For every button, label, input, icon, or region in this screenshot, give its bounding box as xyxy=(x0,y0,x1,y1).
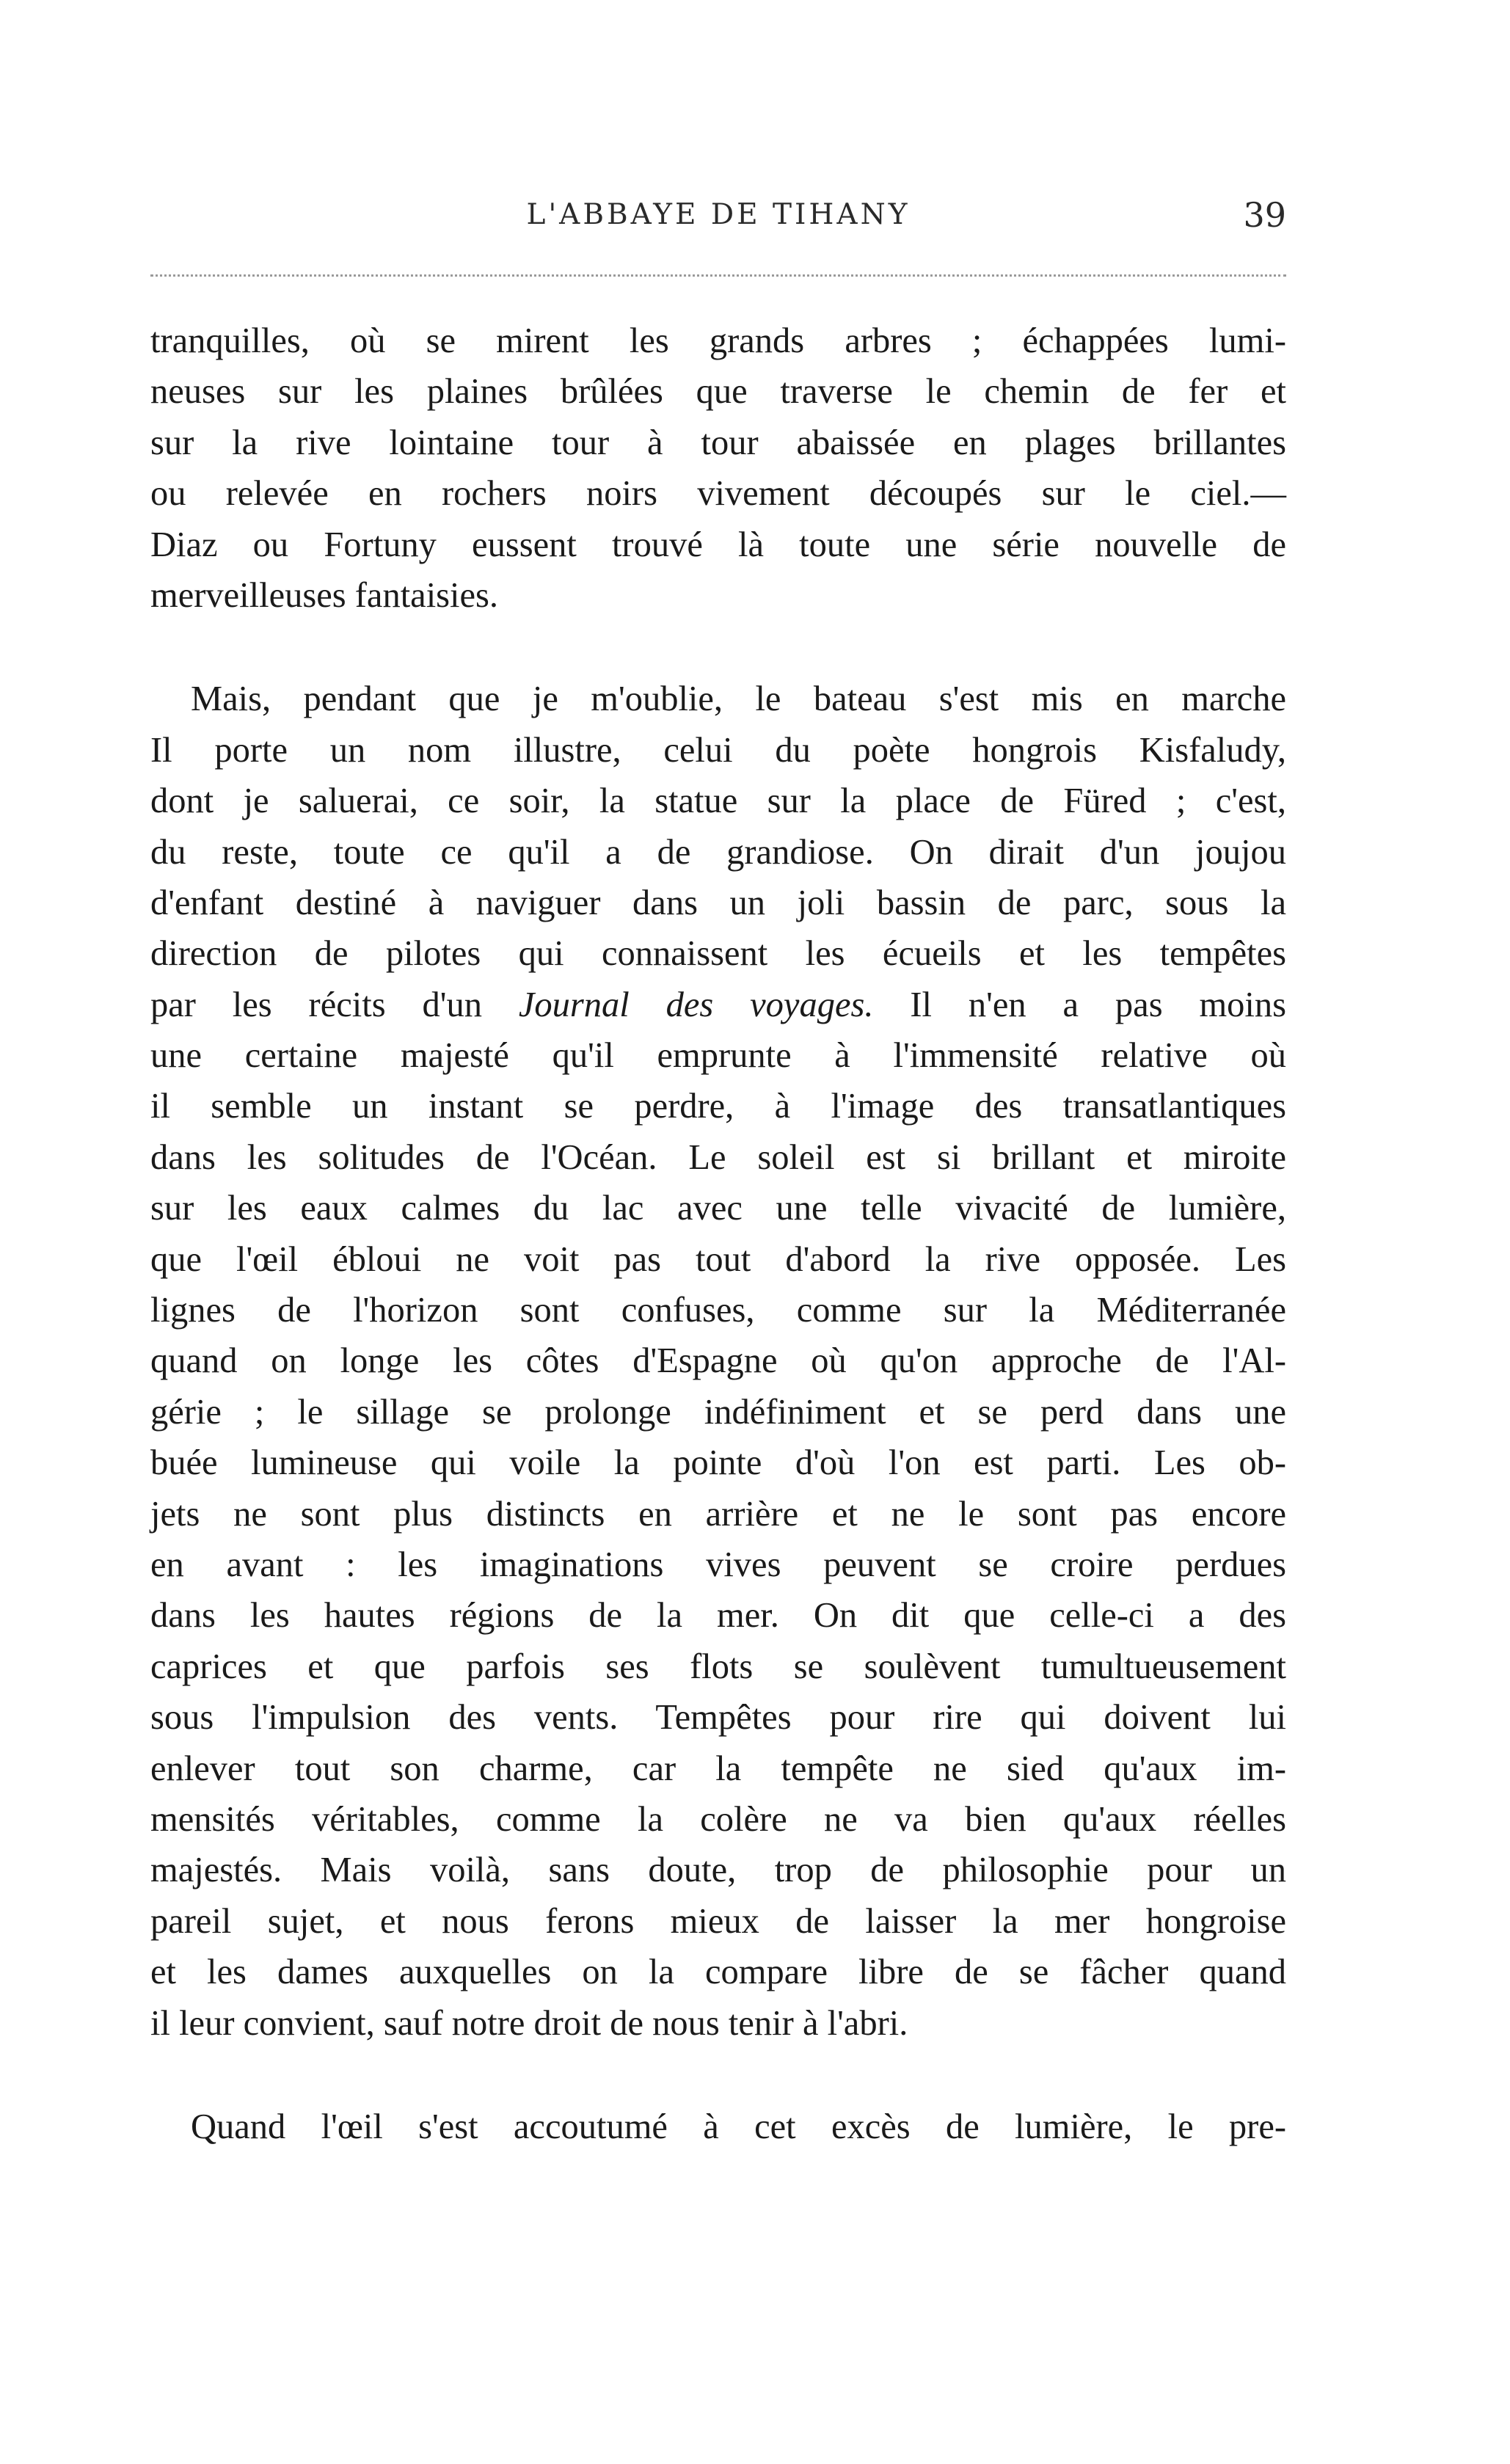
page-header xyxy=(150,195,1286,249)
text-line: du reste, toute ce qu'il a de grandiose. On dirait d'un joujou xyxy=(150,832,1286,872)
text-line: pareil sujet, et nous ferons mieux de laisser la mer hongroise xyxy=(150,1901,1286,1941)
text-line: et les dames auxquelles on la compare libre de se fâcher quand xyxy=(150,1953,1286,1992)
header-rule xyxy=(150,274,1286,277)
running-head: L'ABBAYE DE TIHANY xyxy=(526,198,911,231)
text-line: dans les solitudes de l'Océan. Le soleil est si brillant et miroite xyxy=(150,1137,1286,1177)
text-line: sous l'impulsion des vents. Tempêtes pour rire qui doivent lui xyxy=(150,1698,1286,1738)
text-segment: par les récits d'un xyxy=(150,985,482,1024)
text-line: quand on longe les côtes d'Espagne où qu'on approche de l'Al- xyxy=(150,1341,1286,1381)
text-line: en avant : les imaginations vives peuvent se croire perdues xyxy=(150,1545,1286,1584)
italic-title: Journal des voyages. xyxy=(518,985,874,1024)
text-line: Il porte un nom illustre, celui du poète hongrois Kisfaludy, xyxy=(150,730,1286,770)
text-line: sur la rive lointaine tour à tour abaissée en plages brillantes xyxy=(150,423,1286,462)
text-line: buée lumineuse qui voile la pointe d'où l'on est parti. Les ob- xyxy=(150,1443,1286,1483)
text-line: dans les hautes régions de la mer. On dit que celle-ci a des xyxy=(150,1596,1286,1636)
text-line: d'enfant destiné à naviguer dans un joli bassin de parc, sous la xyxy=(150,883,1286,922)
text-line: sur les eaux calmes du lac avec une telle vivacité de lumière, xyxy=(150,1189,1286,1228)
text-line: il semble un instant se perdre, à l'image des transatlantiques xyxy=(150,1087,1286,1126)
text-line: mensités véritables, comme la colère ne va bien qu'aux réelles xyxy=(150,1799,1286,1839)
page-number: 39 xyxy=(1243,195,1286,235)
body-text xyxy=(150,316,1286,2152)
paragraph-gap xyxy=(150,2049,1286,2102)
text-segment: Il n'en a pas moins xyxy=(910,985,1287,1024)
text-line: Mais, pendant que je m'oublie, le bateau s'est mis en marche xyxy=(191,679,1286,719)
text-line: enlever tout son charme, car la tempête ne sied qu'aux im- xyxy=(150,1749,1286,1788)
text-line: il leur convient, sauf notre droit de nous tenir à l'abri. xyxy=(150,2003,908,2043)
text-line: ou relevée en rochers noirs vivement découpés sur le ciel.— xyxy=(150,474,1286,514)
text-line: Diaz ou Fortuny eussent trouvé là toute une série nouvelle de xyxy=(150,525,1286,564)
text-line: lignes de l'horizon sont confuses, comme sur la Méditerranée xyxy=(150,1291,1286,1330)
text-line-mixed xyxy=(150,980,1286,1030)
text-line: une certaine majesté qu'il emprunte à l'immensité relative où xyxy=(150,1036,1286,1076)
text-line: tranquilles, où se mirent les grands arbres ; échappées lumi- xyxy=(150,321,1286,360)
paragraph-gap xyxy=(150,621,1286,674)
text-line: Quand l'œil s'est accoutumé à cet excès de lumière, le pre- xyxy=(191,2107,1286,2146)
paragraph-3 xyxy=(150,2102,1286,2152)
text-line: gérie ; le sillage se prolonge indéfiniment et se perd dans une xyxy=(150,1392,1286,1432)
paragraph-2 xyxy=(150,674,1286,2049)
text-line: neuses sur les plaines brûlées que traverse le chemin de fer et xyxy=(150,372,1286,412)
text-line: que l'œil ébloui ne voit pas tout d'abord la rive opposée. Les xyxy=(150,1239,1286,1279)
paragraph-1 xyxy=(150,316,1286,621)
text-line: dont je saluerai, ce soir, la statue sur la place de Füred ; c'est, xyxy=(150,781,1286,821)
text-line: caprices et que parfois ses flots se soulèvent tumultueusement xyxy=(150,1647,1286,1686)
text-line: direction de pilotes qui connaissent les écueils et les tempêtes xyxy=(150,934,1286,974)
text-line: merveilleuses fantaisies. xyxy=(150,575,499,615)
text-line: majestés. Mais voilà, sans doute, trop de philosophie pour un xyxy=(150,1851,1286,1890)
text-line: jets ne sont plus distincts en arrière et ne le sont pas encore xyxy=(150,1494,1286,1534)
